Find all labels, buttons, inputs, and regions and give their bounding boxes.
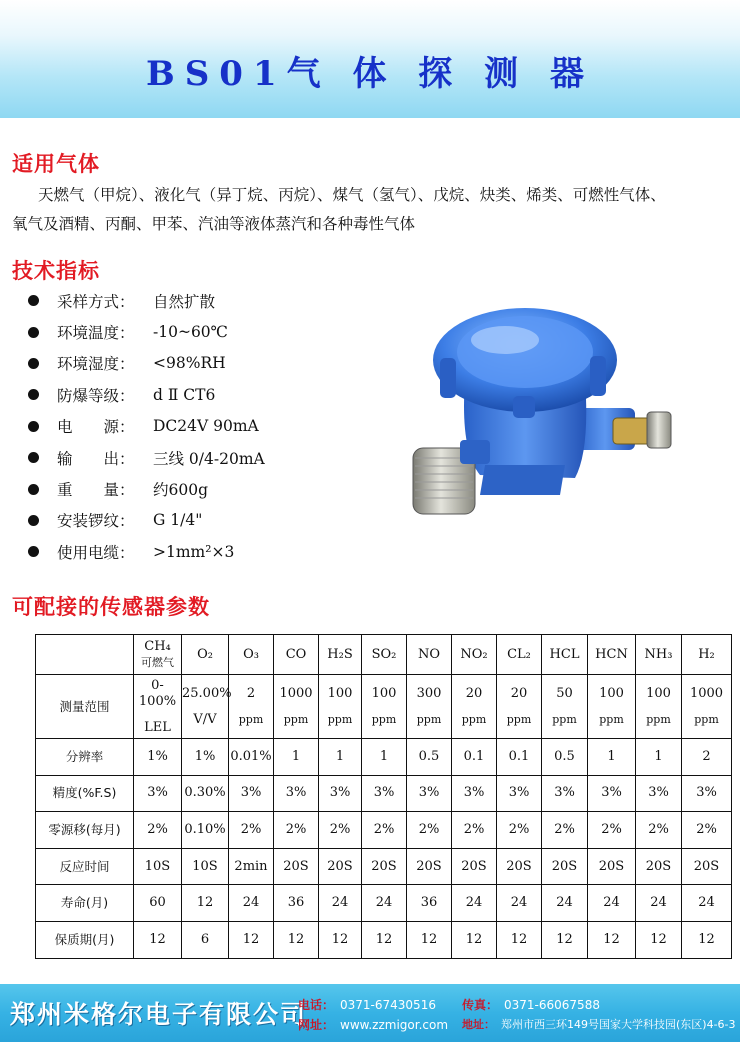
table-row: [36, 848, 732, 885]
table-header-cell: H₂: [682, 635, 732, 675]
table-cell: 36: [407, 885, 452, 922]
sensor-params-heading: 可配接的传感器参数: [12, 595, 210, 619]
table-header-cell: HCN: [588, 635, 636, 675]
table-cell: 100 ppm: [362, 675, 407, 739]
table-cell: 0.30%: [182, 775, 229, 812]
table-cell: 1000 ppm: [274, 675, 319, 739]
table-cell: 12: [452, 921, 497, 958]
table-cell: 24: [588, 885, 636, 922]
applicable-gases-heading: 适用气体: [12, 152, 100, 176]
row-label: 测量范围: [36, 675, 134, 739]
table-cell: 25.00% V/V: [182, 675, 229, 739]
table-header-cell: SO₂: [362, 635, 407, 675]
table-cell: 300 ppm: [407, 675, 452, 739]
fax: 传真： 0371-66067588: [462, 998, 600, 1012]
table-cell: 20 ppm: [452, 675, 497, 739]
table-cell: 0.01%: [229, 739, 274, 776]
table-cell: 1: [636, 739, 682, 776]
table-cell: 1000 ppm: [682, 675, 732, 739]
table-cell: 3%: [407, 775, 452, 812]
spec-item: 采样方式： 自然扩散: [28, 285, 265, 316]
table-cell: 2%: [452, 812, 497, 849]
table-cell: 20S: [542, 848, 588, 885]
table-cell: 1%: [182, 739, 229, 776]
table-cell: 20S: [588, 848, 636, 885]
specs-heading: 技术指标: [12, 259, 100, 283]
table-header-cell: O₃: [229, 635, 274, 675]
spec-item: 安装锣纹： G 1/4": [28, 505, 265, 536]
bullet-icon: [28, 389, 39, 400]
table-cell: 2%: [362, 812, 407, 849]
row-label: 精度(%F.S): [36, 775, 134, 812]
address: 地址： 郑州市西三环149号国家大学科技园(东区)4-6-3: [462, 1018, 736, 1031]
table-cell: 10S: [134, 848, 182, 885]
table-cell: 12: [134, 921, 182, 958]
table-cell: 20S: [452, 848, 497, 885]
table-cell: 0.1: [497, 739, 542, 776]
page-title: BS01气 体 探 测 器: [146, 54, 594, 94]
bullet-icon: [28, 515, 39, 526]
bullet-icon: [28, 421, 39, 432]
table-cell: 2%: [319, 812, 362, 849]
table-cell: 6: [182, 921, 229, 958]
table-cell: 1%: [134, 739, 182, 776]
bullet-icon: [28, 484, 39, 495]
table-cell: 12: [362, 921, 407, 958]
table-cell: 24: [319, 885, 362, 922]
table-header-cell: CH₄ 可燃气: [134, 635, 182, 675]
table-cell: 12: [407, 921, 452, 958]
table-cell: 2%: [636, 812, 682, 849]
table-cell: 20 ppm: [497, 675, 542, 739]
gases-line-1: 天燃气（甲烷）、液化气（异丁烷、丙烷）、煤气（氢气）、戊烷、炔类、烯类、可燃性气体、: [38, 186, 666, 204]
table-header-cell: HCL: [542, 635, 588, 675]
table-cell: 2min: [229, 848, 274, 885]
spec-item: 防爆等级： d Ⅱ CT6: [28, 379, 265, 410]
table-header-cell: O₂: [182, 635, 229, 675]
table-row-range: [36, 675, 732, 739]
applicable-gases-text: [12, 181, 732, 239]
table-cell: 3%: [274, 775, 319, 812]
spec-item: 电 源： DC24V 90mA: [28, 411, 265, 442]
table-cell: 2%: [134, 812, 182, 849]
row-label: 保质期(月): [36, 921, 134, 958]
table-cell: 0-100% LEL: [134, 675, 182, 739]
table-cell: 1: [588, 739, 636, 776]
table-cell: 12: [319, 921, 362, 958]
table-cell: 12: [542, 921, 588, 958]
row-label: 反应时间: [36, 848, 134, 885]
table-cell: 60: [134, 885, 182, 922]
table-cell: 3%: [229, 775, 274, 812]
table-cell: 3%: [134, 775, 182, 812]
table-cell: 1: [274, 739, 319, 776]
table-cell: 20S: [636, 848, 682, 885]
bullet-icon: [28, 452, 39, 463]
table-cell: 24: [542, 885, 588, 922]
table-cell: 100 ppm: [636, 675, 682, 739]
table-cell: 2%: [229, 812, 274, 849]
table-header-cell: NO₂: [452, 635, 497, 675]
gases-line-2: 氧气及酒精、丙酮、甲苯、汽油等液体蒸汽和各种毒性气体: [12, 215, 416, 233]
table-cell: 2: [682, 739, 732, 776]
table-cell: 100 ppm: [588, 675, 636, 739]
table-header-cell: CL₂: [497, 635, 542, 675]
table-cell: 24: [636, 885, 682, 922]
phone: 电话： 0371-67430516: [298, 998, 436, 1012]
table-cell: 12: [182, 885, 229, 922]
table-cell: 2 ppm: [229, 675, 274, 739]
sensor-params-table: [35, 634, 732, 959]
table-cell: 0.5: [542, 739, 588, 776]
table-cell: 1: [362, 739, 407, 776]
table-body: [36, 739, 732, 959]
table-cell: 3%: [319, 775, 362, 812]
table-cell: 3%: [362, 775, 407, 812]
spec-item: 使用电缆： >1mm²×3: [28, 536, 265, 567]
table-cell: 2%: [497, 812, 542, 849]
table-cell: 3%: [497, 775, 542, 812]
website[interactable]: 网址： www.zzmigor.com: [298, 1018, 449, 1032]
table-cell: 24: [362, 885, 407, 922]
bullet-icon: [28, 295, 39, 306]
table-cell: 20S: [407, 848, 452, 885]
bullet-icon: [28, 546, 39, 557]
table-header-row: [36, 635, 732, 675]
table-header-cell: NH₃: [636, 635, 682, 675]
table-corner-cell: [36, 635, 134, 675]
table-row: [36, 921, 732, 958]
table-cell: 3%: [542, 775, 588, 812]
table-cell: 1: [319, 739, 362, 776]
table-row: [36, 885, 732, 922]
spec-list: [28, 285, 265, 568]
table-cell: 3%: [452, 775, 497, 812]
table-row: [36, 775, 732, 812]
company-name: 郑州米格尔电子有限公司: [10, 1000, 308, 1029]
table-cell: 12: [274, 921, 319, 958]
table-header-cell: CO: [274, 635, 319, 675]
table-cell: 20S: [319, 848, 362, 885]
table-row: [36, 812, 732, 849]
table-cell: 12: [636, 921, 682, 958]
table-cell: 100 ppm: [319, 675, 362, 739]
table-cell: 12: [682, 921, 732, 958]
table-cell: 12: [497, 921, 542, 958]
table-header-cell: NO: [407, 635, 452, 675]
row-label: 分辨率: [36, 739, 134, 776]
table-cell: 2%: [407, 812, 452, 849]
row-label: 零源移(每月): [36, 812, 134, 849]
table-cell: 2%: [274, 812, 319, 849]
row-label: 寿命(月): [36, 885, 134, 922]
table-cell: 0.5: [407, 739, 452, 776]
table-cell: 3%: [636, 775, 682, 812]
bullet-icon: [28, 327, 39, 338]
table-cell: 2%: [682, 812, 732, 849]
table-cell: 2%: [542, 812, 588, 849]
table-cell: 50 ppm: [542, 675, 588, 739]
table-cell: 20S: [362, 848, 407, 885]
table-cell: 0.10%: [182, 812, 229, 849]
table-cell: 12: [588, 921, 636, 958]
table-cell: 3%: [588, 775, 636, 812]
spec-item: 环境温度： -10~60℃: [28, 316, 265, 347]
table-row: [36, 739, 732, 776]
table-cell: 20S: [682, 848, 732, 885]
bullet-icon: [28, 358, 39, 369]
spec-item: 环境湿度： <98%RH: [28, 348, 265, 379]
gas-detector-image: [385, 300, 705, 540]
table-cell: 20S: [274, 848, 319, 885]
table-cell: 24: [452, 885, 497, 922]
spec-item: 输 出： 三线 0/4-20mA: [28, 442, 265, 473]
table-cell: 0.1: [452, 739, 497, 776]
table-cell: 3%: [682, 775, 732, 812]
table-cell: 24: [497, 885, 542, 922]
table-cell: 36: [274, 885, 319, 922]
spec-item: 重 量： 约600g: [28, 473, 265, 504]
table-cell: 20S: [497, 848, 542, 885]
table-cell: 24: [682, 885, 732, 922]
table-cell: 2%: [588, 812, 636, 849]
table-cell: 24: [229, 885, 274, 922]
table-header-cell: H₂S: [319, 635, 362, 675]
table-cell: 10S: [182, 848, 229, 885]
table-cell: 12: [229, 921, 274, 958]
